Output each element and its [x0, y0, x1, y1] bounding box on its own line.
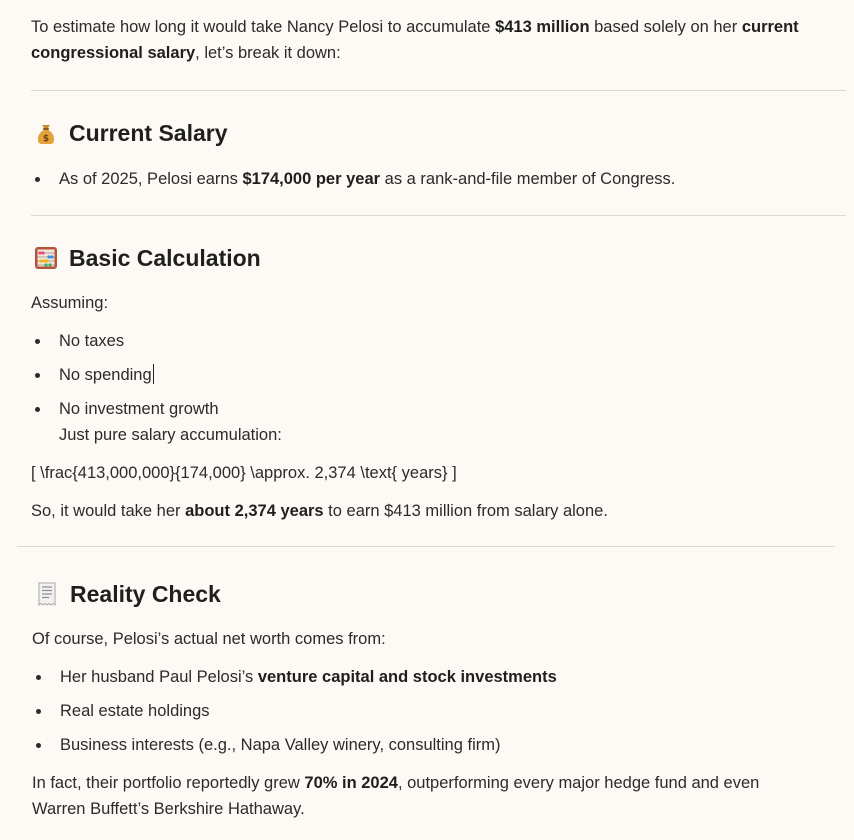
list-item-text: No taxes [59, 332, 125, 350]
result-text: to earn $413 million from salary alone. [323, 502, 608, 520]
list-item-bold: venture capital and stock investments [257, 668, 557, 686]
list-item [31, 166, 841, 192]
list-item-text: Real estate holdings [60, 702, 210, 720]
result-paragraph [31, 498, 841, 524]
list-item [31, 328, 841, 354]
intro-line-2 [31, 40, 841, 66]
divider [31, 90, 846, 91]
assuming-label: Assuming: [31, 294, 109, 312]
assumption-list [31, 328, 841, 448]
list-item-text: Business interests (e.g., Napa Valley winery, consulting firm) [60, 736, 501, 754]
fact-bold: 70% in 2024 [304, 774, 398, 792]
list-item [31, 362, 841, 388]
list-item-text: Just pure salary accumulation: [59, 426, 282, 444]
section-heading-salary [33, 118, 228, 148]
reality-intro: Of course, Pelosi’s actual net worth comes from: [32, 630, 386, 648]
list-item-text: as a rank-and-file member of Congress. [380, 170, 676, 188]
text-cursor [153, 364, 154, 384]
section-title: Current Salary [69, 120, 228, 146]
list-item-bold: $174,000 per year [242, 170, 381, 188]
section-title: Reality Check [70, 581, 221, 607]
intro-text: To estimate how long it would take Nancy Pelosi to accumulate [31, 18, 496, 36]
section-heading-reality [34, 579, 221, 609]
list-item-text: No spending [59, 366, 152, 384]
list-item [32, 732, 842, 758]
salary-list [31, 166, 841, 192]
section-title: Basic Calculation [69, 245, 261, 271]
fact-text: In fact, their portfolio reportedly grew [32, 774, 305, 792]
abacus-icon [33, 245, 59, 271]
intro-text: , let’s break it down: [195, 44, 341, 62]
intro-bold: current [741, 18, 799, 36]
list-item-text: No investment growth [59, 400, 219, 418]
section-heading-calculation [33, 243, 261, 273]
list-item [32, 664, 842, 690]
result-text: So, it would take her [31, 502, 186, 520]
fact-line-1 [32, 770, 842, 796]
svg-text:$: $ [42, 134, 50, 144]
fact-line-2 [32, 796, 842, 822]
list-item [32, 698, 842, 724]
list-item-text: As of 2025, Pelosi earns [59, 170, 243, 188]
intro-line-1 [31, 14, 841, 40]
intro-amount: $413 million [495, 18, 590, 36]
formula-text: [ \frac{413,000,000}{174,000} \approx. 2,374 \text{ years} ] [31, 464, 457, 482]
fact-text: Warren Buffett’s Berkshire Hathaway. [32, 800, 305, 818]
intro-text: based solely on her [589, 18, 742, 36]
receipt-icon [34, 581, 60, 607]
list-item-continuation [31, 422, 841, 448]
reality-list [32, 664, 842, 758]
result-bold: about 2,374 years [185, 502, 324, 520]
divider [17, 546, 835, 547]
fact-text: , outperforming every major hedge fund and even [397, 774, 760, 792]
list-item [31, 396, 841, 422]
intro-paragraph [31, 14, 841, 66]
intro-bold: congressional salary [31, 44, 196, 62]
fact-paragraph [32, 770, 842, 822]
divider [31, 215, 846, 216]
money-bag-icon [33, 120, 59, 146]
list-item-text: Her husband Paul Pelosi’s [60, 668, 258, 686]
